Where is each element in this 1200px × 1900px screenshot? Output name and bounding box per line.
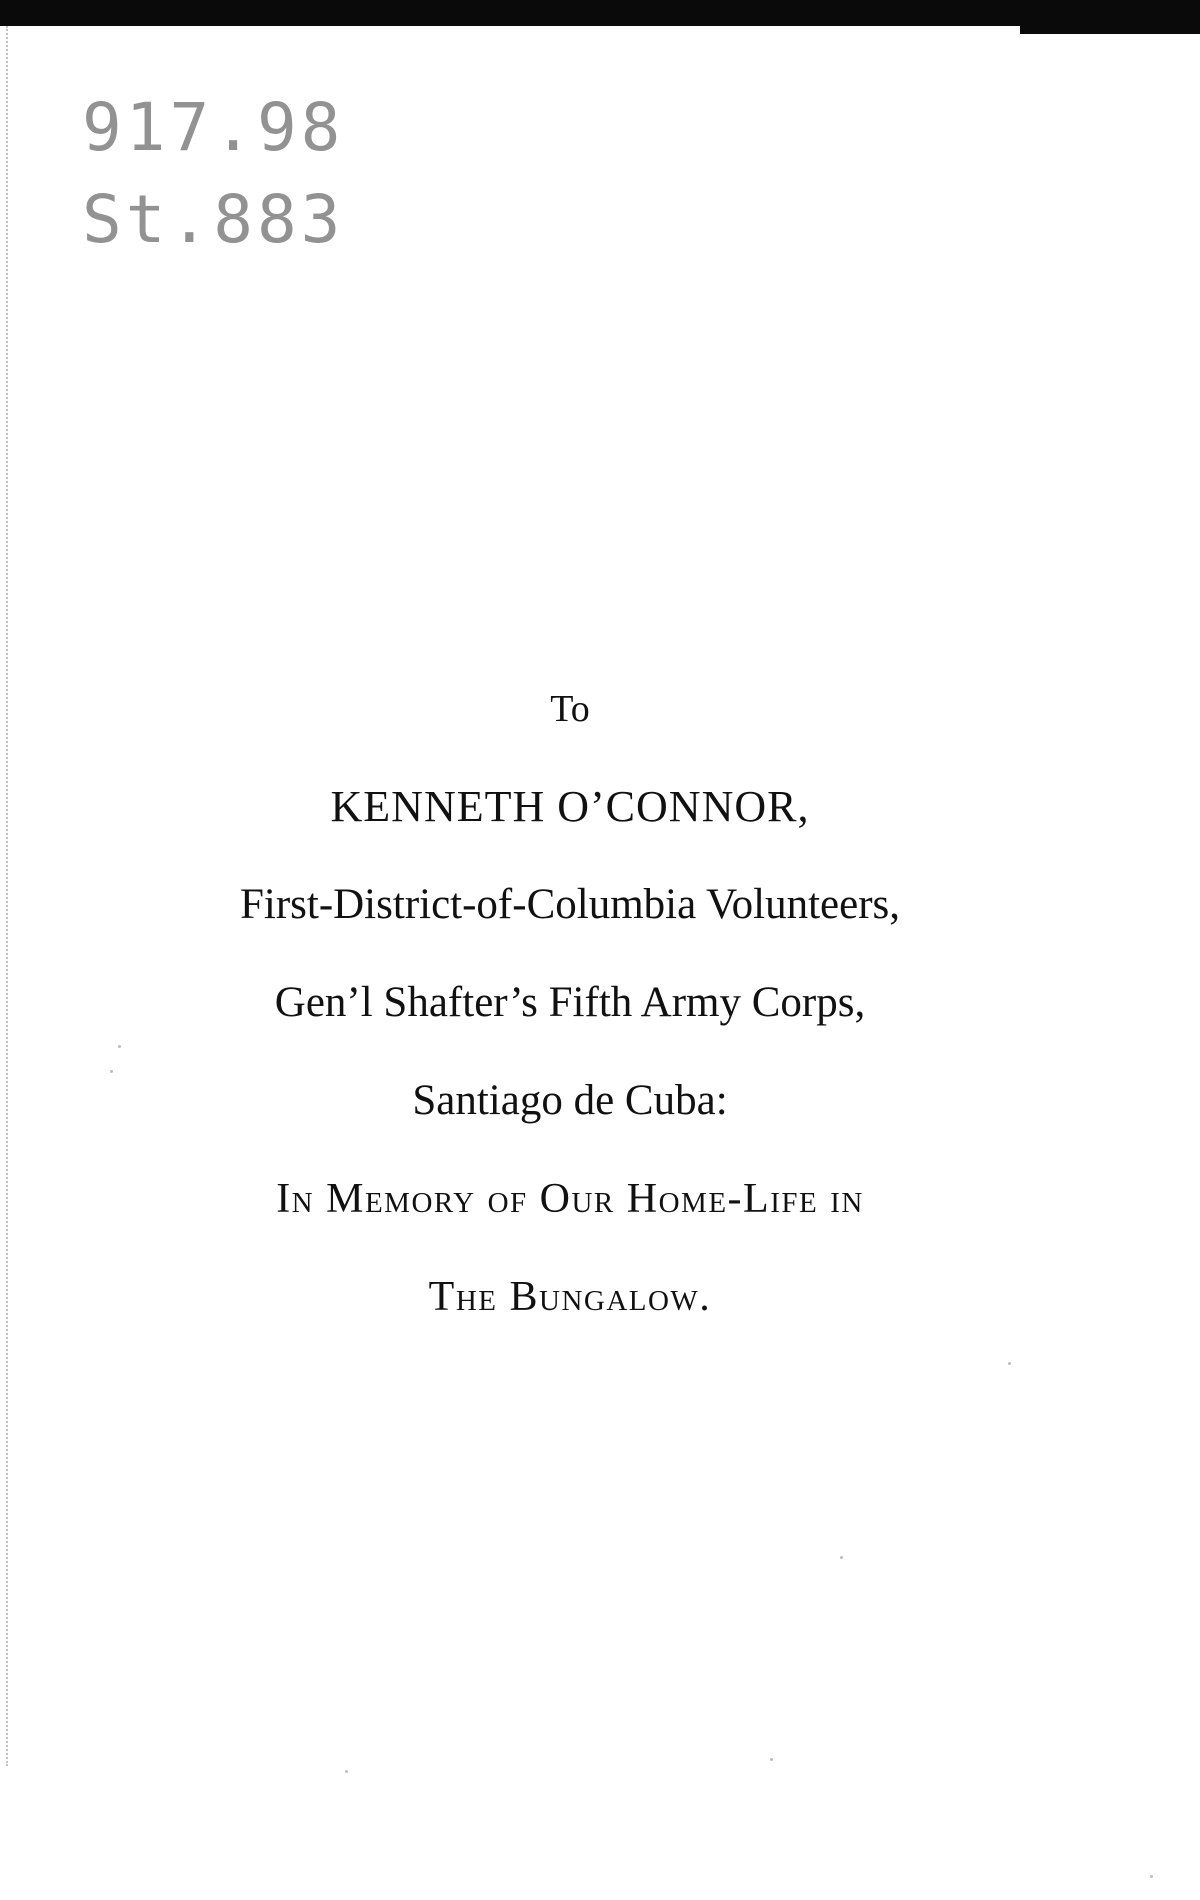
memory-line-2: The Bungalow. — [428, 1274, 712, 1320]
paper-speck — [770, 1758, 773, 1761]
paper-speck — [345, 1770, 348, 1773]
dedication-block — [120, 660, 1020, 1346]
library-call-number-stamp — [82, 82, 344, 266]
dedicatee-corps: Gen’l Shafter’s Fifth Army Corps, — [274, 979, 866, 1026]
dedicatee-unit: First-District-of-Columbia Volunteers, — [239, 881, 901, 928]
paper-speck — [1008, 1362, 1011, 1365]
paper-speck — [840, 1556, 843, 1559]
paper-speck — [110, 1070, 113, 1073]
binding-edge — [0, 26, 8, 1766]
dedicatee-name: KENNETH O’CONNOR, — [330, 782, 810, 831]
dedication-to: To — [550, 688, 590, 730]
dedicatee-place: Santiago de Cuba: — [412, 1077, 728, 1124]
page-top-border — [0, 0, 1200, 26]
call-number-class: 917.98 — [82, 89, 345, 166]
call-number-cutter: St.883 — [82, 181, 345, 258]
paper-speck — [118, 1045, 121, 1048]
memory-line-1: In Memory of Our Home-Life in — [276, 1176, 864, 1222]
paper-speck — [1150, 1875, 1153, 1878]
